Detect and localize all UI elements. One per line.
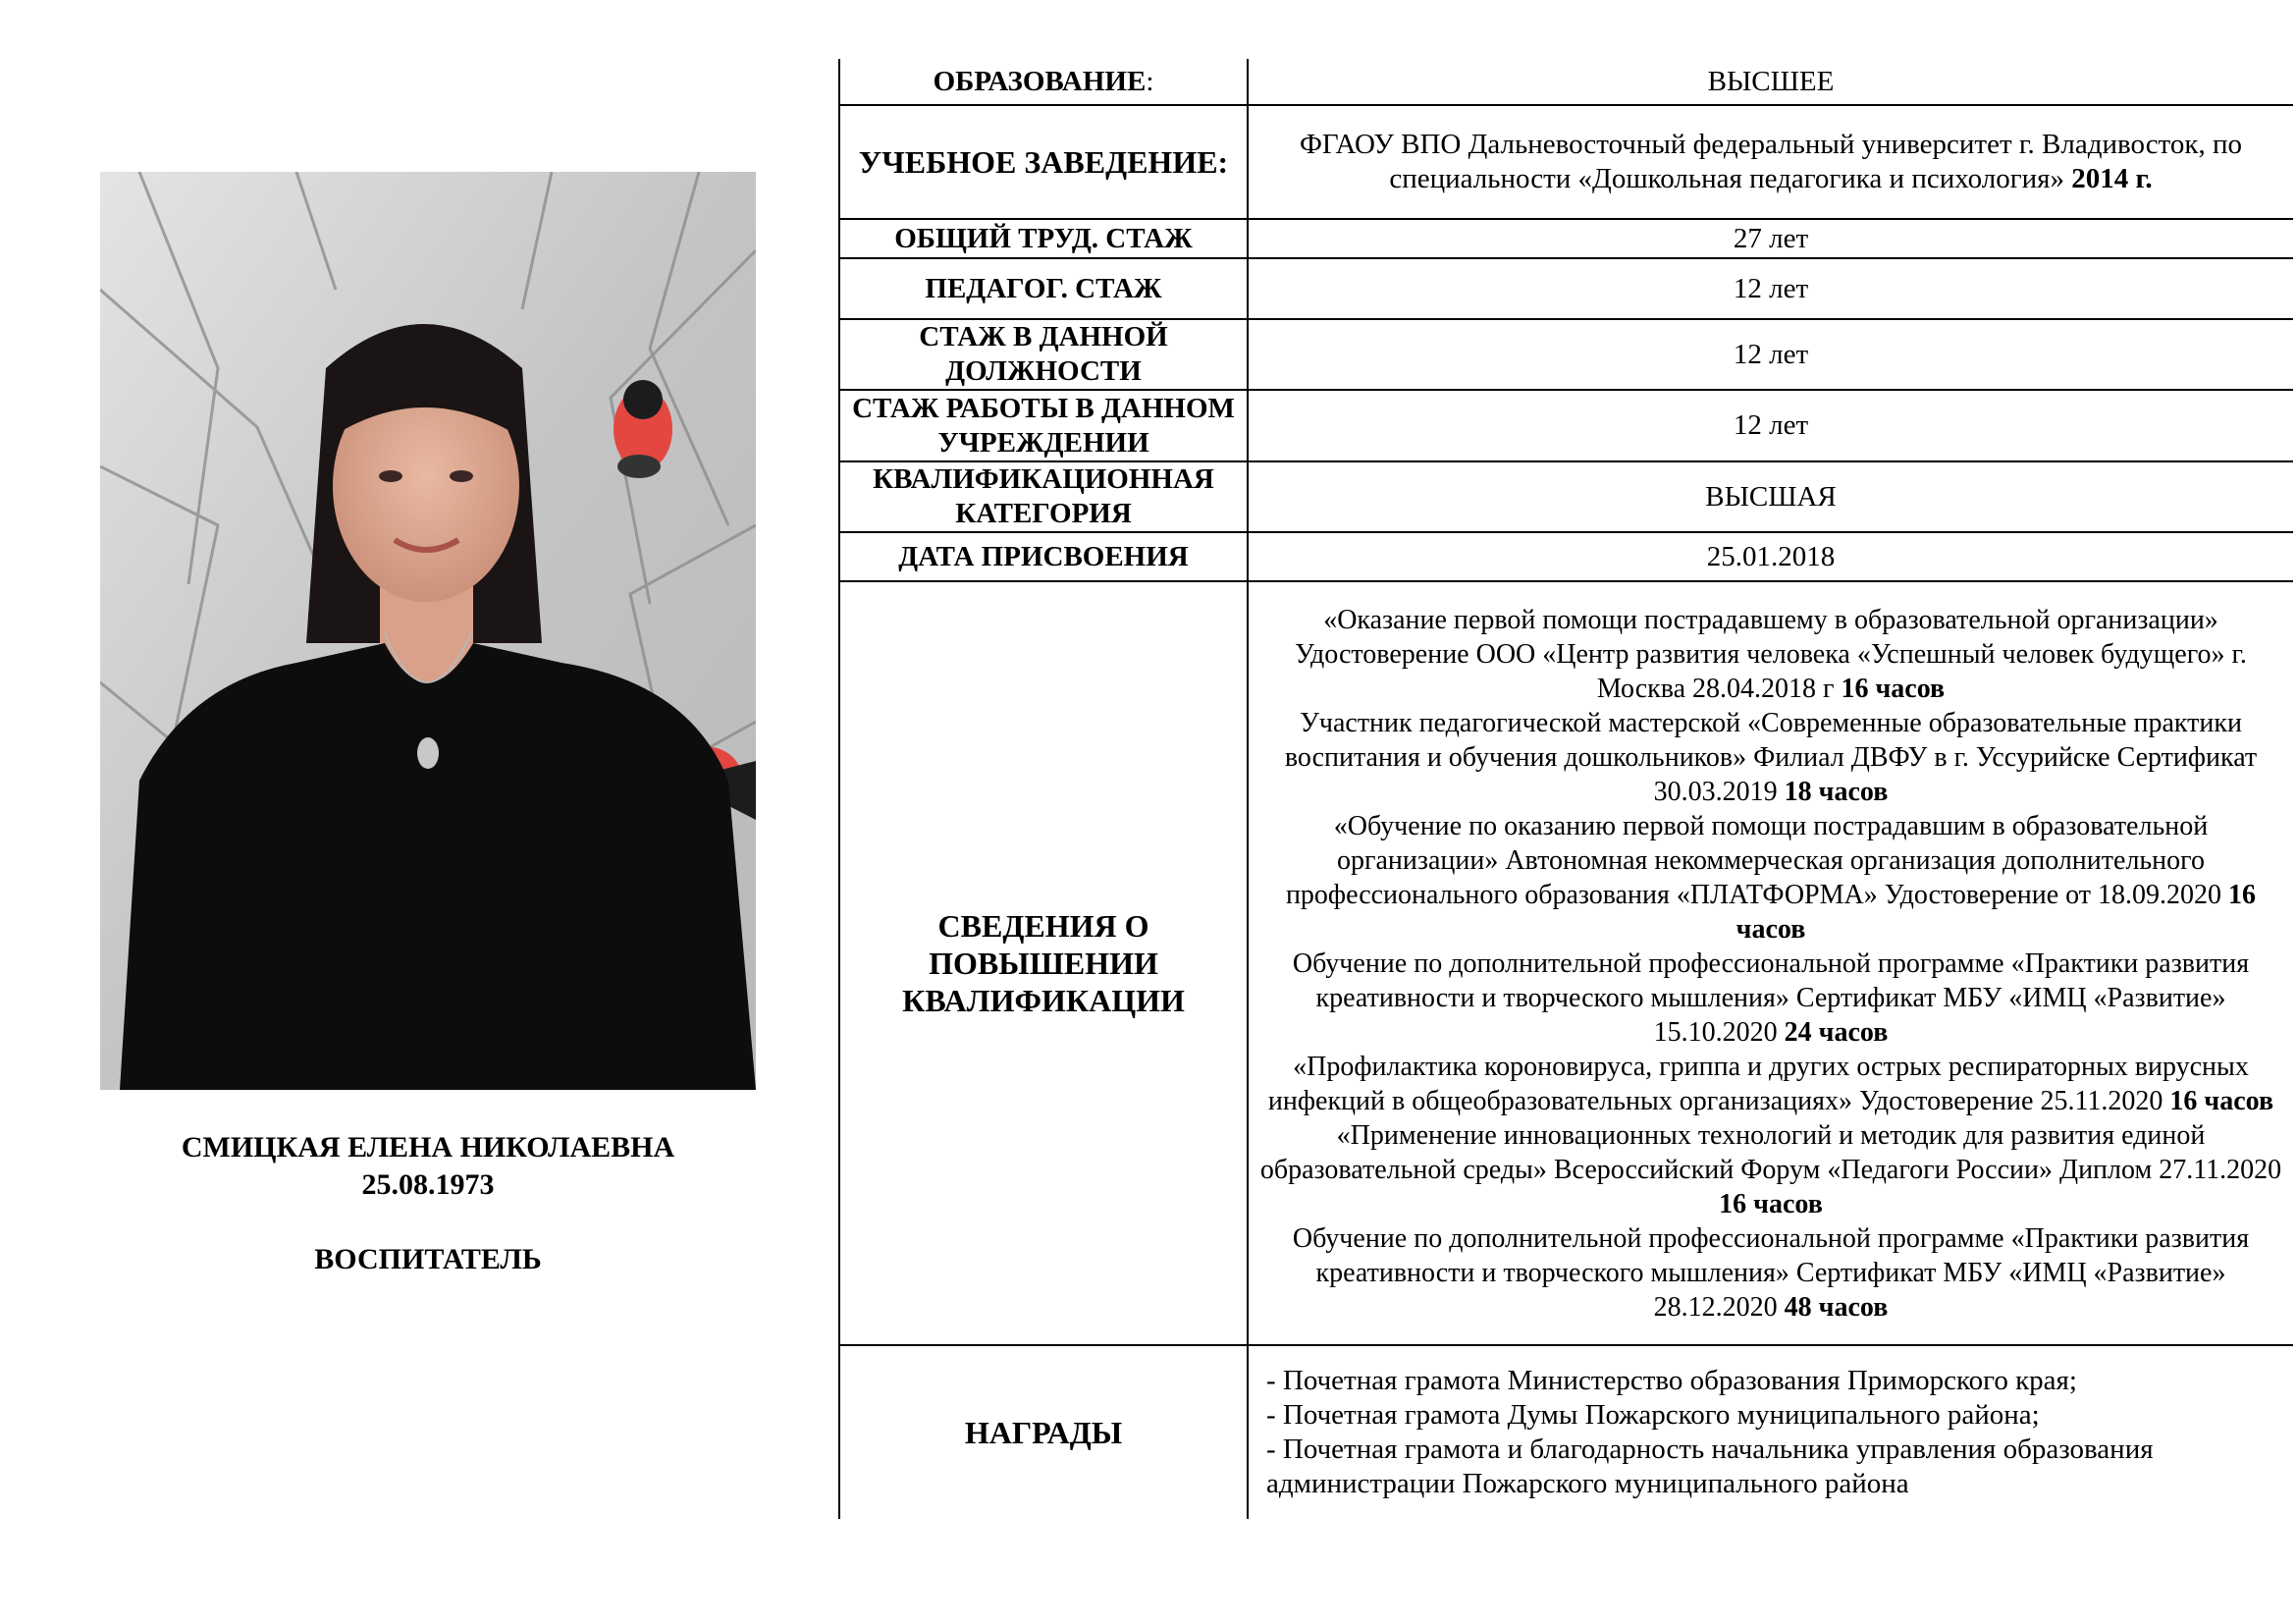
education-value: ВЫСШЕЕ bbox=[1248, 59, 2293, 105]
person-birthdate: 25.08.1973 bbox=[361, 1168, 495, 1201]
education-label: ОБРАЗОВАНИЕ: bbox=[839, 59, 1248, 105]
course-item: «Применение инновационных технологий и методик для развития единой образовательной среды» Всероссийский Форум «Педагоги России» Диплом 27.11.2020 16 часов bbox=[1259, 1119, 2282, 1219]
award-item: - Почетная грамота Думы Пожарского муниципального района; bbox=[1266, 1399, 2040, 1431]
institution-value: ФГАОУ ВПО Дальневосточный федеральный университет г. Владивосток, по специальности «Дошкольная педагогика и психология» 2014 г. bbox=[1248, 105, 2293, 219]
qualification-label: СВЕДЕНИЯ О ПОВЫШЕНИИ КВАЛИФИКАЦИИ bbox=[839, 581, 1248, 1345]
award-item: - Почетная грамота и благодарность начальника управления образования администрации Пожарского муниципального района bbox=[1266, 1434, 2154, 1499]
person-caption bbox=[98, 1129, 758, 1278]
position-experience-value: 12 лет bbox=[1248, 319, 2293, 390]
course-item: Участник педагогической мастерской «Современные образовательные практики воспитания и обучения дошкольников» Филиал ДВФУ в г. Уссурийске Сертификат 30.03.2019 18 часов bbox=[1284, 707, 2258, 807]
awards-label: НАГРАДЫ bbox=[839, 1345, 1248, 1519]
table-row bbox=[839, 1345, 2293, 1519]
table-row bbox=[839, 319, 2293, 390]
course-item: «Оказание первой помощи пострадавшему в образовательной организации» Удостоверение ООО «Центр развития человека «Успешный человек будущего» г. Москва 28.04.2018 г 16 часов bbox=[1295, 604, 2247, 704]
ped-experience-value: 12 лет bbox=[1248, 258, 2293, 319]
institution-experience-label: СТАЖ РАБОТЫ В ДАННОМ УЧРЕЖДЕНИИ bbox=[839, 390, 1248, 461]
course-item: Обучение по дополнительной профессиональной программе «Практики развития креативности и творческого мышления» Сертификат МБУ «ИМЦ «Развитие» 15.10.2020 24 часов bbox=[1292, 947, 2250, 1048]
portrait-photo bbox=[100, 172, 756, 1090]
total-experience-label: ОБЩИЙ ТРУД. СТАЖ bbox=[839, 219, 1248, 258]
table-row bbox=[839, 461, 2293, 532]
position-experience-label: СТАЖ В ДАННОЙ ДОЛЖНОСТИ bbox=[839, 319, 1248, 390]
course-item: «Обучение по оказанию первой помощи пострадавшим в образовательной организации» Автономная некоммерческая организация дополнительного профессионального образования «ПЛАТФОРМА» Удостоверение от 18.09.2020 16 часов bbox=[1285, 810, 2257, 945]
course-item: Обучение по дополнительной профессиональной программе «Практики развития креативности и творческого мышления» Сертификат МБУ «ИМЦ «Развитие» 28.12.2020 48 часов bbox=[1292, 1222, 2250, 1323]
table-row bbox=[839, 219, 2293, 258]
awards-list bbox=[1248, 1345, 2293, 1519]
assign-date-value: 25.01.2018 bbox=[1248, 532, 2293, 581]
qualification-courses bbox=[1248, 581, 2293, 1345]
person-position: ВОСПИТАТЕЛЬ bbox=[314, 1243, 542, 1275]
category-value: ВЫСШАЯ bbox=[1248, 461, 2293, 532]
table-row bbox=[839, 532, 2293, 581]
table-row bbox=[839, 105, 2293, 219]
institution-label: УЧЕБНОЕ ЗАВЕДЕНИЕ: bbox=[839, 105, 1248, 219]
total-experience-value: 27 лет bbox=[1248, 219, 2293, 258]
table-row bbox=[839, 258, 2293, 319]
person-name: СМИЦКАЯ ЕЛЕНА НИКОЛАЕВНА bbox=[181, 1131, 675, 1164]
assign-date-label: ДАТА ПРИСВОЕНИЯ bbox=[839, 532, 1248, 581]
course-item: «Профилактика короновируса, гриппа и других острых респираторных вирусных инфекций в общеобразовательных организациях» Удостоверение 25.11.2020 16 часов bbox=[1267, 1051, 2274, 1116]
portrait-image bbox=[100, 172, 756, 1090]
table-row bbox=[839, 581, 2293, 1345]
ped-experience-label: ПЕДАГОГ. СТАЖ bbox=[839, 258, 1248, 319]
table-row bbox=[839, 390, 2293, 461]
award-item: - Почетная грамота Министерство образования Приморского края; bbox=[1266, 1365, 2077, 1396]
table-row bbox=[839, 59, 2293, 105]
institution-experience-value: 12 лет bbox=[1248, 390, 2293, 461]
category-label: КВАЛИФИКАЦИОННАЯ КАТЕГОРИЯ bbox=[839, 461, 1248, 532]
info-table bbox=[838, 59, 2293, 1519]
